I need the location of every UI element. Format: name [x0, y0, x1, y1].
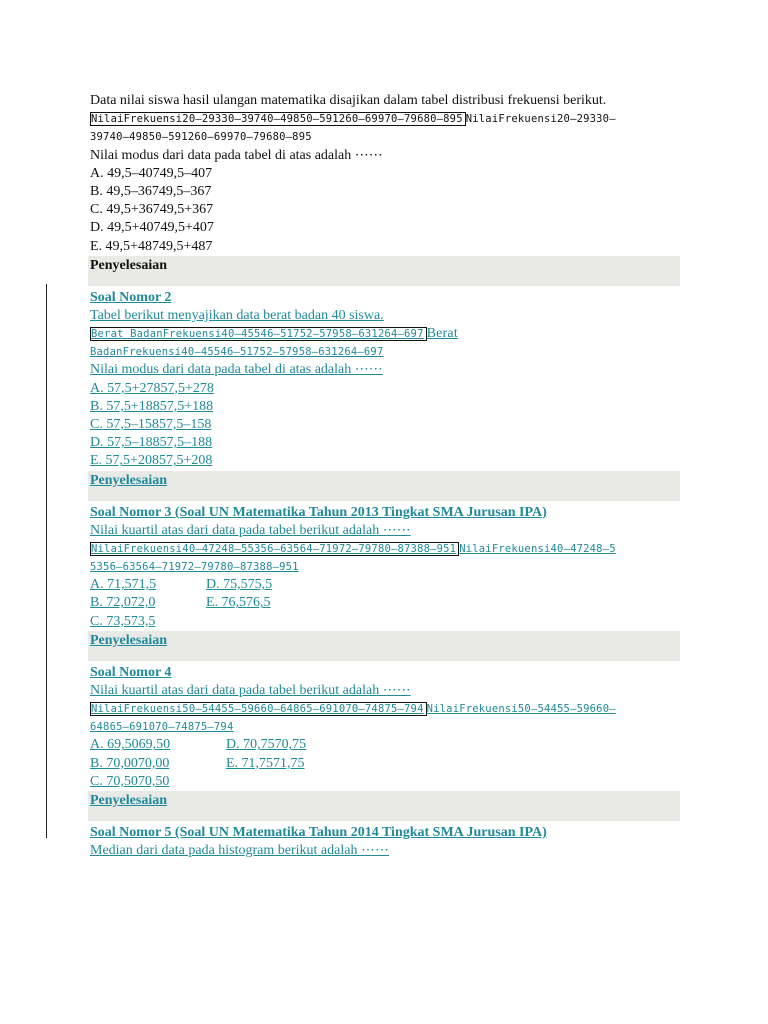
q4-options-row-1[interactable]: [90, 736, 682, 754]
q3-option-b[interactable]: B. 72,072,0: [90, 595, 156, 611]
q3-options-row-2[interactable]: [90, 594, 682, 612]
q1-intro: Data nilai siswa hasil ulangan matematika disajikan dalam tabel distribusi frekuensi berikut.: [90, 93, 607, 108]
q4-question[interactable]: Nilai kuartil atas dari data pada tabel berikut adalah ⋯⋯: [90, 682, 411, 698]
q4-table-line-2[interactable]: 64865–691070–74875–794: [90, 721, 234, 734]
q3-option-e[interactable]: E. 76,576,5: [206, 595, 271, 611]
q1-option-e: E. 49,5+48749,5+487: [90, 238, 213, 254]
document-content: [90, 92, 682, 860]
q2-table-boxed: Berat BadanFrekuensi40–45546–51752–57958–631264–697: [90, 327, 427, 341]
q4-option-a[interactable]: A. 69,5069,50: [90, 737, 171, 753]
q3-table-line-2[interactable]: 5356–63564–71972–79780–87388–951: [90, 561, 299, 574]
q4-solution-bar[interactable]: [88, 791, 680, 821]
revision-bar: [46, 284, 47, 838]
q2-heading[interactable]: Soal Nomor 2: [90, 289, 172, 305]
q3-table-rest-a: NilaiFrekuensi40–47248–5: [459, 542, 616, 555]
q2-solution-label[interactable]: Penyelesaian: [90, 472, 167, 488]
q2-table-rest-a: Berat: [426, 326, 458, 342]
q1-question: Nilai modus dari data pada tabel di atas adalah ⋯⋯: [90, 147, 383, 163]
q1-option-c: C. 49,5+36749,5+367: [90, 202, 214, 218]
q3-table-line-1[interactable]: [90, 540, 682, 558]
q1-table-rest-a: NilaiFrekuensi20–29330–: [465, 113, 616, 126]
q2-option-b[interactable]: B. 57,5+18857,5+188: [90, 398, 214, 414]
q1-solution-label: Penyelesaian: [90, 257, 167, 273]
q1-table-line-1: [90, 110, 682, 128]
q2-table-line-2[interactable]: BadanFrekuensi40–45546–51752–57958–631264–697: [90, 346, 384, 359]
q2-option-a[interactable]: A. 57,5+27857,5+278: [90, 380, 214, 396]
q2-solution-bar[interactable]: [88, 471, 680, 501]
q3-solution-label[interactable]: Penyelesaian: [90, 632, 167, 648]
q4-option-b[interactable]: B. 70,0070,00: [90, 755, 170, 771]
q1-option-d: D. 49,5+40749,5+407: [90, 220, 214, 236]
q5-question[interactable]: Median dari data pada histogram berikut adalah ⋯⋯: [90, 843, 389, 859]
q3-option-a[interactable]: A. 71,571,5: [90, 577, 157, 593]
q4-option-d[interactable]: D. 70,7570,75: [226, 737, 307, 753]
q4-options-row-2[interactable]: [90, 755, 682, 773]
q1-table-boxed: NilaiFrekuensi20–29330–39740–49850–591260–69970–79680–895: [90, 112, 466, 126]
q3-question[interactable]: Nilai kuartil atas dari data pada tabel berikut adalah ⋯⋯: [90, 522, 411, 538]
q3-options-row-1[interactable]: [90, 576, 682, 594]
q1-solution-bar: [88, 256, 680, 286]
q5-heading[interactable]: Soal Nomor 5 (Soal UN Matematika Tahun 2014 Tingkat SMA Jurusan IPA): [90, 825, 547, 841]
q3-heading[interactable]: Soal Nomor 3 (Soal UN Matematika Tahun 2013 Tingkat SMA Jurusan IPA): [90, 504, 547, 520]
q1-option-a: A. 49,5–40749,5–407: [90, 165, 213, 181]
q3-solution-bar[interactable]: [88, 631, 680, 661]
q4-table-boxed: NilaiFrekuensi50–54455–59660–64865–691070–74875–794: [90, 702, 427, 716]
q4-heading[interactable]: Soal Nomor 4: [90, 664, 172, 680]
q4-option-c[interactable]: C. 70,5070,50: [90, 773, 170, 789]
q2-table-line-1[interactable]: [90, 325, 682, 343]
q2-option-e[interactable]: E. 57,5+20857,5+208: [90, 453, 213, 469]
q1-option-b: B. 49,5–36749,5–367: [90, 184, 212, 200]
q2-option-d[interactable]: D. 57,5–18857,5–188: [90, 435, 213, 451]
q3-option-d[interactable]: D. 75,575,5: [206, 577, 273, 593]
q4-option-e[interactable]: E. 71,7571,75: [226, 755, 305, 771]
q2-intro[interactable]: Tabel berikut menyajikan data berat badan 40 siswa.: [90, 307, 384, 323]
q3-option-c[interactable]: C. 73,573,5: [90, 613, 156, 629]
q1-table-line-2: 39740–49850–591260–69970–79680–895: [90, 131, 312, 144]
q4-table-rest-a: NilaiFrekuensi50–54455–59660–: [426, 703, 616, 716]
q2-question[interactable]: Nilai modus dari data pada tabel di atas adalah ⋯⋯: [90, 362, 383, 378]
q4-solution-label[interactable]: Penyelesaian: [90, 793, 167, 809]
q4-table-line-1[interactable]: [90, 700, 682, 718]
q2-option-c[interactable]: C. 57,5–15857,5–158: [90, 417, 212, 433]
q3-table-boxed: NilaiFrekuensi40–47248–55356–63564–71972–79780–87388–951: [90, 542, 459, 556]
